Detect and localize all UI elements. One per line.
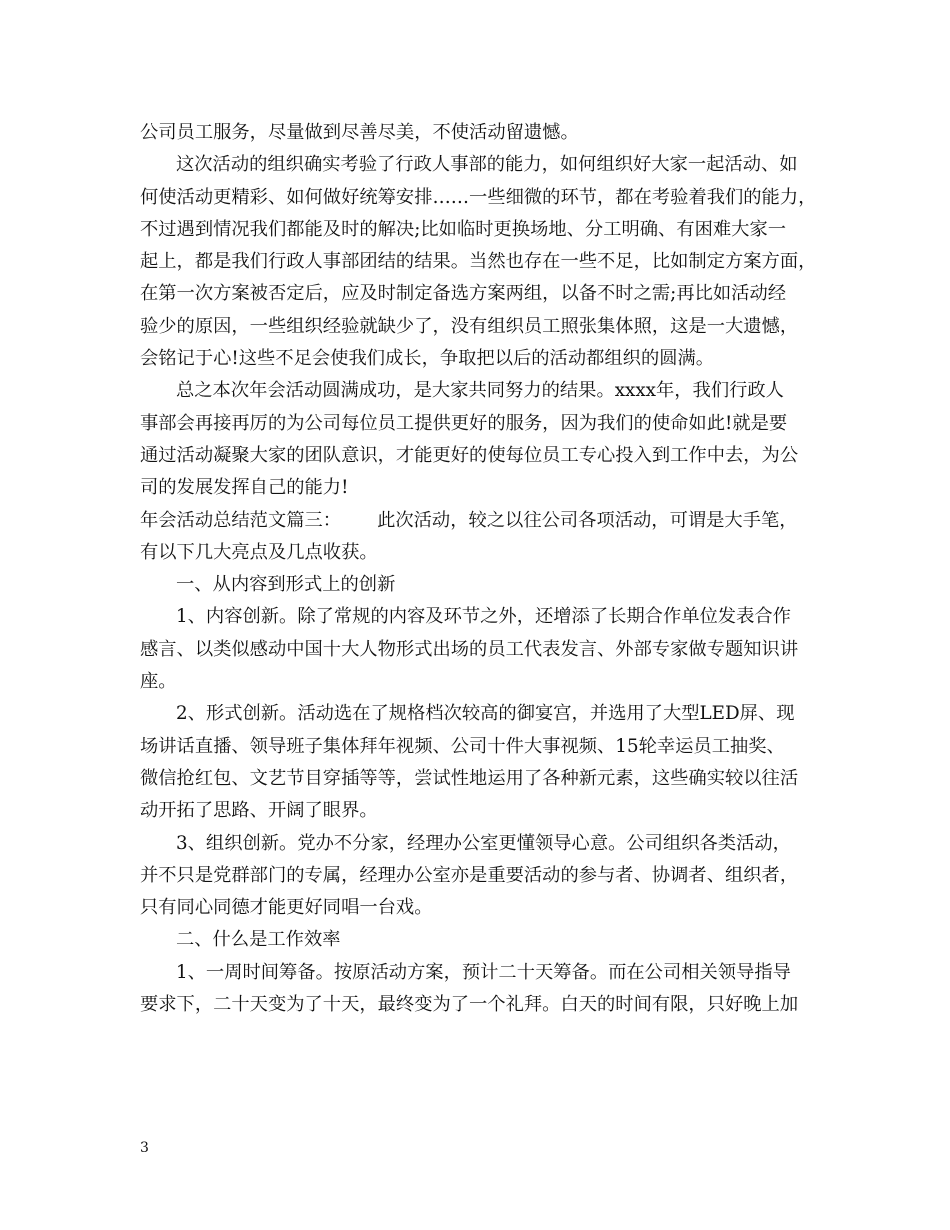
text-line: 有以下几大亮点及几点收获。: [140, 541, 378, 563]
text-line: 这次活动的组织确实考验了行政人事部的能力，如何组织好大家一起活动、如: [176, 154, 798, 176]
text-line: 感言、以类似感动中国十大人物形式出场的员工代表发言、外部专家做专题知识讲: [140, 638, 799, 660]
text-line: 会铭记于心!这些不足会使我们成长，争取把以后的活动都组织的圆满。: [140, 348, 715, 370]
text-line: 微信抢红包、文艺节目穿插等等，尝试性地运用了各种新元素，这些确实较以往活: [140, 767, 799, 789]
text-line: 2、形式创新。活动选在了规格档次较高的御宴宫，并选用了大型LED屏、现: [176, 703, 795, 725]
text-line: 不过遇到情况我们都能及时的解决;比如临时更换场地、分工明确、有困难大家一: [140, 218, 787, 240]
text-line: 何使活动更精彩、如何做好统筹安排……一些细微的环节，都在考验着我们的能力，: [140, 186, 817, 208]
text-line: 在第一次方案被否定后，应及时制定备选方案两组，以备不时之需;再比如活动经: [140, 283, 787, 305]
text-line: 总之本次年会活动圆满成功，是大家共同努力的结果。xxxx年，我们行政人: [176, 380, 784, 402]
text-line: 起上，都是我们行政人事部团结的结果。当然也存在一些不足，比如制定方案方面，: [140, 251, 817, 273]
section-heading-line: [140, 505, 820, 537]
text-line: 通过活动凝聚大家的团队意识，才能更好的使每位员工专心投入到工作中去，为公: [140, 444, 799, 466]
text-line: 要求下，二十天变为了十天，最终变为了一个礼拜。白天的时间有限，只好晚上加: [140, 994, 799, 1016]
subheading-line: 二、什么是工作效率: [176, 929, 341, 951]
text-line: 3、组织创新。党办不分家，经理办公室更懂领导心意。公司组织各类活动，: [176, 832, 791, 854]
section-heading: 年会活动总结范文篇三：: [140, 509, 342, 531]
section-intro-text: 此次活动，较之以往公司各项活动，可谓是大手笔，: [377, 509, 798, 531]
document-body: [140, 117, 820, 1021]
subheading-line: 一、从内容到形式上的创新: [176, 574, 396, 596]
text-line: 公司员工服务，尽量做到尽善尽美，不使活动留遗憾。: [140, 122, 579, 143]
text-line: 动开拓了思路、开阔了眼界。: [140, 800, 378, 822]
text-line: 事部会再接再厉的为公司每位员工提供更好的服务，因为我们的使命如此!就是要: [140, 412, 788, 434]
text-line: 只有同心同德才能更好同唱一台戏。: [140, 897, 433, 919]
text-line: 司的发展发挥自己的能力!: [140, 477, 349, 499]
text-line: 场讲话直播、领导班子集体拜年视频、公司十件大事视频、15轮幸运员工抽奖、: [140, 735, 785, 757]
text-line: 验少的原因，一些组织经验就缺少了，没有组织员工照张集体照，这是一大遗憾，: [140, 315, 799, 337]
text-line: 1、内容创新。除了常规的内容及环节之外，还增添了长期合作单位发表合作: [176, 606, 791, 628]
text-line: 座。: [140, 671, 177, 693]
text-line: 1、一周时间筹备。按原活动方案，预计二十天筹备。而在公司相关领导指导: [176, 961, 791, 983]
page-number: 3: [140, 1140, 149, 1156]
text-line: 并不只是党群部门的专属，经理办公室亦是重要活动的参与者、协调者、组织者，: [140, 864, 799, 886]
